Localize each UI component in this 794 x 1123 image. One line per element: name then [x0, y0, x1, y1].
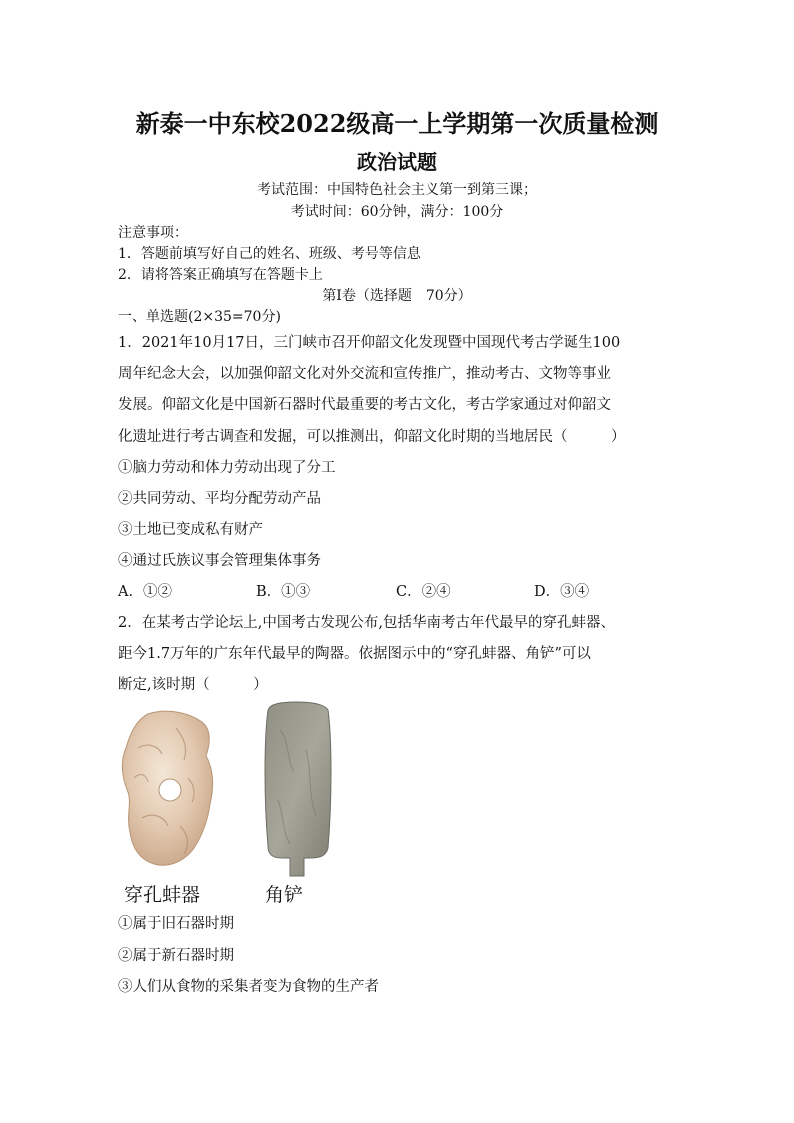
q2-option: ③人们从食物的采集者变为食物的生产者: [118, 979, 379, 995]
q2-stem-line: 距今1.7万年的广东年代最早的陶器。依据图示中的“穿孔蚌器、角铲”可以: [118, 646, 591, 662]
perforated-shell-tool-image: [118, 708, 218, 870]
q1-stem-line: 周年纪念大会，以加强仰韶文化对外交流和宣传推广，推动考古、文物等事业: [118, 366, 611, 382]
antler-spade-image: [260, 700, 336, 878]
q1-stem-line: 化遗址进行考古调查和发掘，可以推测出，仰韶文化时期的当地居民（ ）: [118, 429, 626, 445]
exam-title: 新泰一中东校2022级高一上学期第一次质量检测: [135, 109, 659, 138]
q1-option: ③土地已变成私有财产: [118, 522, 263, 538]
q1-choice-b: B．①③: [256, 584, 311, 600]
q1-stem-line: 发展。仰韶文化是中国新石器时代最重要的考古文化，考古学家通过对仰韶文: [118, 397, 611, 413]
exam-time: 考试时间：60分钟，满分：100分: [290, 204, 504, 220]
q1-option: ①脑力劳动和体力劳动出现了分工: [118, 460, 336, 476]
exam-scope: 考试范围：中国特色社会主义第一到第三课；: [257, 182, 537, 198]
q1-stem-line: 1．2021年10月17日，三门峡市召开仰韶文化发现暨中国现代考古学诞生100: [118, 335, 621, 351]
antler-spade-caption: 角铲: [265, 884, 304, 906]
q2-option: ②属于新石器时期: [118, 948, 234, 964]
q2-option: ①属于旧石器时期: [118, 916, 234, 932]
notice-heading: 注意事项：: [118, 225, 188, 241]
q1-choice-c: C．②④: [396, 584, 451, 600]
q1-option: ④通过氏族议事会管理集体事务: [118, 553, 321, 569]
part-heading: 一、单选题(2×35=70分): [118, 309, 281, 325]
q2-stem-line: 断定,该时期（ ）: [118, 677, 268, 693]
q1-option: ②共同劳动、平均分配劳动产品: [118, 491, 321, 507]
q1-choice-d: D．③④: [534, 584, 590, 600]
notice-item: 2．请将答案正确填写在答题卡上: [118, 267, 323, 283]
exam-subtitle: 政治试题: [357, 150, 437, 174]
q2-stem-line: 2．在某考古学论坛上,中国考古发现公布,包括华南考古年代最早的穿孔蚌器、: [118, 615, 615, 631]
notice-item: 1．答题前填写好自己的姓名、班级、考号等信息: [118, 246, 421, 262]
volume-heading: 第Ⅰ卷（选择题 70分）: [322, 288, 472, 304]
shell-tool-caption: 穿孔蚌器: [124, 884, 201, 906]
q1-choice-a: A．①②: [118, 584, 172, 600]
